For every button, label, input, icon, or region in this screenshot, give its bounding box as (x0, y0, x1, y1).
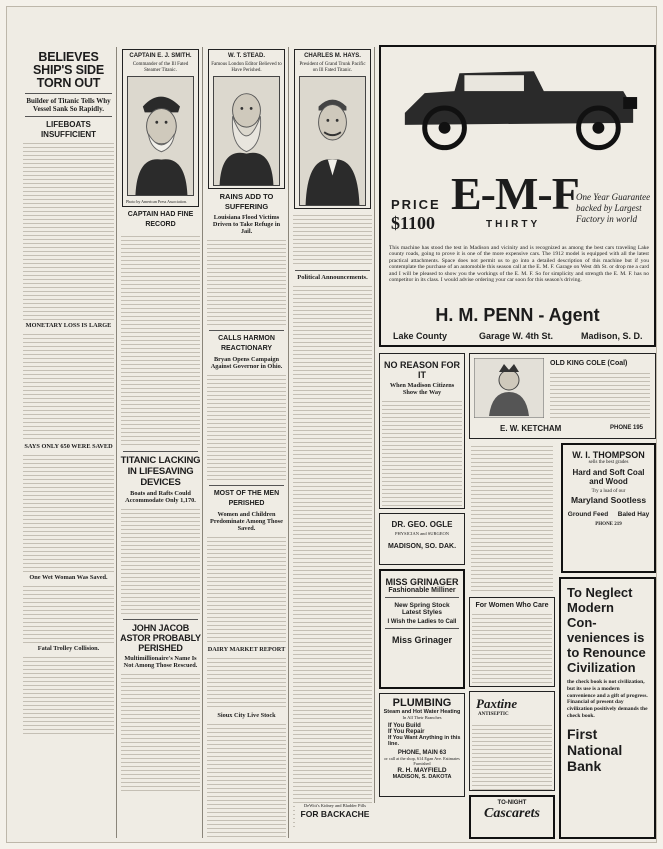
brand-name: E-M-F (451, 168, 579, 219)
agent-garage: Garage W. 4th St. (479, 331, 554, 341)
bank-ad (559, 577, 656, 839)
article-text (291, 212, 374, 267)
article-text (205, 721, 288, 838)
ogle-city: MADISON, SO. DAK. (387, 543, 457, 550)
portrait-name: CAPTAIN E. J. SMITH. (129, 53, 192, 59)
article-text (21, 452, 116, 572)
article-text (205, 534, 288, 644)
article-text (119, 506, 202, 616)
guarantee-text: One Year Guarantee backed by Largest Factory in world (576, 192, 651, 224)
captain-headline: CAPTAIN HAD FINE RECORD (127, 211, 194, 228)
bank-line1: To Neglect (567, 585, 633, 600)
newspaper-page (6, 6, 657, 843)
grinager-line: Fashionable Milliner (388, 587, 456, 594)
bank-name3: Bank (567, 757, 602, 774)
harmon-headline: CALLS HARMON REACTIONARY (218, 335, 275, 352)
ketcham-phone: PHONE 195 (610, 425, 644, 431)
dairy-headline: DAIRY MARKET REPORT (207, 646, 286, 653)
cascarets-name: Cascarets (484, 806, 540, 821)
article-text (205, 372, 288, 482)
livestock-headline: Sioux City Live Stock (217, 712, 276, 719)
cascarets-tonight: TO-NIGHT (497, 800, 527, 806)
ketcham-coal-ad (469, 353, 656, 439)
saved-headline: SAYS ONLY 650 WERE SAVED (24, 443, 113, 450)
ogle-title: PHYSICIAN and SURGEON (394, 531, 449, 536)
thompson-line1: sells the best grades (588, 460, 629, 465)
article-text (469, 443, 555, 593)
ketcham-title: OLD KING COLE (Coal) (550, 360, 628, 367)
dewitt-title: FOR BACKACHE (300, 809, 370, 819)
cascarets-ad (469, 795, 555, 839)
article-text (21, 140, 116, 320)
plumbing-title: PLUMBING (392, 697, 452, 709)
wet-woman-headline: One Wet Woman Was Saved. (29, 574, 108, 581)
lifeboats-headline: LIFEBOATS INSUFFICIENT (40, 120, 97, 139)
stead-portrait (213, 76, 280, 186)
portrait-caption: President of Grand Trunk Pacific on Ill Fated Titanic. (299, 62, 366, 73)
agent-name: H. M. PENN - Agent (435, 305, 600, 325)
portrait-name: CHARLES M. HAYS. (304, 53, 361, 59)
plumbing-l1: If You Build (388, 723, 421, 729)
astor-subhead: Multimillionaire's Name Is Not Among Those Rescued. (123, 655, 198, 669)
article-text (21, 654, 116, 734)
article-text (21, 583, 116, 643)
plumbing-l2: If You Repair (388, 729, 425, 735)
column-2 (119, 47, 203, 838)
thompson-line7: Baled Hay (617, 511, 650, 518)
portrait-caption: Famous London Editor Believed to Have Perished. (211, 62, 282, 73)
main-headline: BELIEVES SHIP'S SIDE TORN OUT (33, 50, 104, 90)
portrait-caption: Commander of the Ill Fated Steamer Titanic. (132, 62, 189, 73)
paxtine-name: Paxtine (476, 696, 518, 711)
grinager-wish: I Wish the Ladies to Call (387, 619, 457, 625)
rains-headline: RAINS ADD TO SUFFERING (219, 192, 274, 211)
thompson-line2: Hard and Soft Coal (572, 468, 645, 477)
article-text (205, 237, 288, 327)
emf-car-ad (379, 45, 656, 347)
ad-text (548, 370, 652, 418)
main-subhead: Builder of Titanic Tells Why Vessel Sank So Rapidly. (26, 97, 111, 113)
thompson-line3: and Wood (589, 477, 628, 486)
grinager-ad (379, 569, 465, 689)
thompson-coal-ad (561, 443, 656, 573)
bank-line2: Modern (567, 600, 614, 615)
no-reason-article (379, 353, 465, 509)
article-text (380, 398, 464, 508)
agent-county: Lake County (393, 331, 448, 341)
plumbing-city: MADISON, S. DAKOTA (392, 774, 452, 780)
stead-portrait-box (208, 49, 285, 189)
paxtine-sub: ANTISEPTIC (478, 712, 509, 717)
no-reason-subhead: When Madison Citizens Show the Way (389, 382, 455, 396)
plumbing-sub2: In All Their Branches (402, 715, 442, 720)
no-reason-title: NO REASON FOR IT (383, 360, 460, 380)
political-headline: Political Announcements. (297, 274, 368, 281)
ketcham-name: E. W. KETCHAM (500, 424, 562, 433)
article-text (119, 233, 202, 448)
women-article (469, 597, 555, 687)
column-1 (21, 47, 117, 838)
smith-portrait (127, 76, 194, 196)
brand-thirty: THIRTY (486, 219, 541, 230)
lifesaving-subhead: Boats and Rafts Could Accommodate Only 1,170. (125, 490, 196, 504)
photo-credit: Photo by American Press Association. (126, 199, 187, 204)
article-text (205, 655, 288, 710)
portrait-name: W. T. STEAD. (227, 53, 265, 59)
bank-line6: Civilization (567, 660, 636, 675)
bank-line4: veniences is (567, 630, 645, 645)
bank-body: the check book is not civilization, but its use is a modern convenience and a gift of progress. Financial of present day civilization positively demands the check book. (567, 679, 648, 719)
bank-line5: to Renounce (567, 645, 646, 660)
hays-portrait (299, 76, 366, 206)
plumbing-ad (379, 693, 465, 797)
article-text (21, 331, 116, 441)
hays-portrait-box (294, 49, 371, 209)
bank-name2: National (567, 741, 623, 758)
plumbing-sub: Steam and Hot Water Heating (383, 709, 461, 715)
bank-line3: Con- (567, 615, 597, 630)
article-text (291, 283, 374, 828)
column-4 (291, 47, 375, 838)
paxtine-ad (469, 691, 555, 791)
women-title: For Women Who Care (475, 602, 549, 609)
plumbing-l3: If You Want Anything in this line. (388, 735, 461, 747)
grinager-name: MISS GRINAGER (385, 577, 459, 587)
harmon-subhead: Bryan Opens Campaign Against Governor in Ohio. (210, 356, 283, 370)
car-illustration (385, 53, 653, 153)
column-3 (205, 47, 289, 838)
dewitt-line: DeWitt's Kidney and Bladder Pills (303, 803, 367, 808)
perished-headline: MOST OF THE MEN PERISHED (213, 490, 280, 507)
price-label: PRICE (391, 197, 441, 212)
ad-body: This machine has stood the test in Madison and vicinity and is recognized as among the best cars traveling Lake county roads, going to prove it is one of the more expensive cars. The 1912 model is equipped with all the latest practical attachments. Space does not permit us to go into a detailed description of this machine but if you contemplate the purchase of an automobile this season call at the E. M. F. Garage on West 4th St. or drop me a card and I will be pleased to show you the workings of the E. M. F. So for simplicity and strength the E. M. F. has no competitor in its class. I would advise ordering your car soon for this season's driving. (389, 245, 649, 284)
trolley-headline: Fatal Trolley Collision. (37, 645, 100, 652)
plumbing-shop: or call at the shop, 614 Egan Ave. Estimates Furnished (384, 756, 460, 766)
ogle-name: DR. GEO. OGLE (391, 520, 453, 529)
rains-subhead: Louisiana Flood Victims Driven to Take Refuge in Jail. (212, 214, 281, 235)
thompson-name: W. I. THOMPSON (572, 450, 645, 460)
lifesaving-headline: TITANIC LACKING IN LIFESAVING DEVICES (120, 455, 201, 488)
price-value: $1100 (391, 213, 436, 233)
plumbing-name: R. H. MAYFIELD (397, 767, 447, 774)
grinager-sign: Miss Grinager (391, 635, 453, 645)
astor-headline: JOHN JACOB ASTOR PROBABLY PERISHED (120, 623, 201, 653)
dewitt-ad (295, 803, 375, 839)
smith-portrait-box (122, 49, 199, 207)
bank-name1: First (567, 725, 598, 742)
article-text (119, 671, 202, 791)
thompson-phone: PHONE 219 (595, 522, 622, 527)
thompson-line4: Try a load of our (591, 489, 626, 494)
agent-city: Madison, S. D. (581, 331, 643, 341)
monetary-headline: MONETARY LOSS IS LARGE (25, 322, 112, 329)
perished-subhead: Women and Children Predominate Among Those Saved. (210, 511, 283, 532)
ad-text (470, 722, 554, 790)
plumbing-phone: PHONE, MAIN 63 (397, 750, 447, 756)
grinager-latest: Latest Styles (401, 609, 443, 616)
grinager-spring: New Spring Stock (394, 602, 450, 609)
thompson-line5: Maryland Sootless (570, 495, 647, 505)
king-cole-illustration (474, 358, 544, 418)
article-text (470, 611, 554, 686)
thompson-line6: Ground Feed (567, 511, 609, 518)
ogle-ad (379, 513, 465, 565)
